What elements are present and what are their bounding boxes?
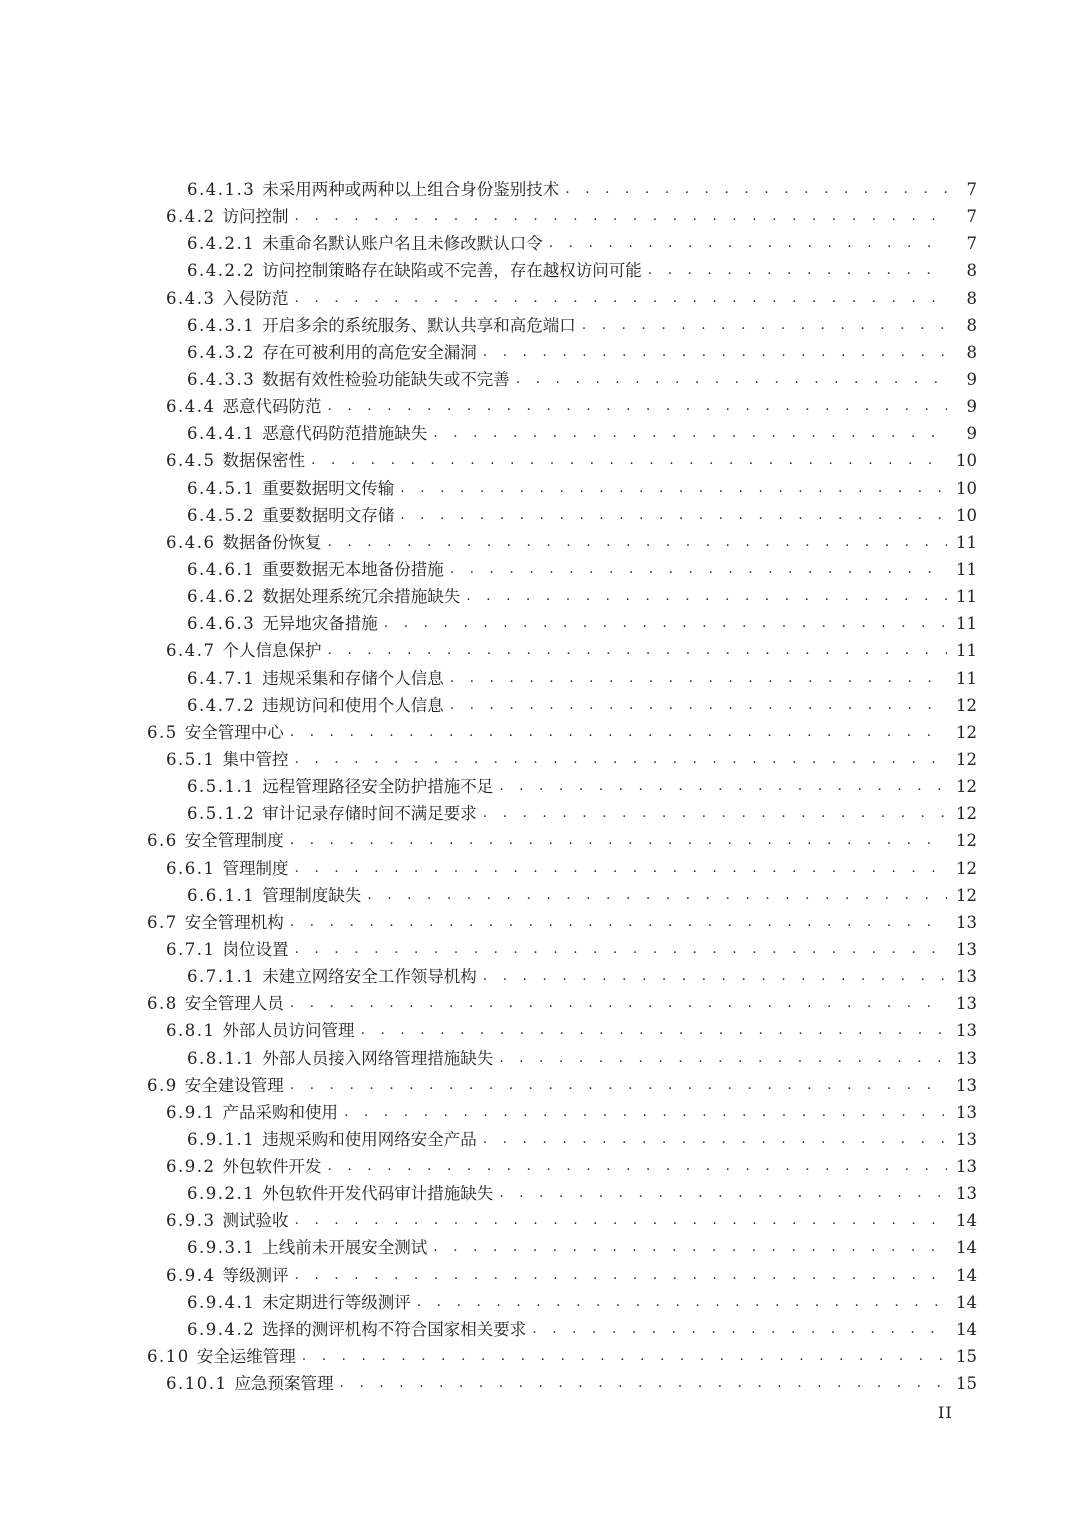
- dot-leader: [532, 1316, 947, 1343]
- toc-entry-number: 6.9.1: [166, 1102, 216, 1122]
- toc-entry[interactable]: [0, 855, 1080, 882]
- toc-entry-title: 集中管控: [222, 749, 289, 769]
- toc-entry-page: 14: [956, 1265, 977, 1285]
- toc-entry-page: 8: [966, 288, 977, 308]
- toc-entry[interactable]: [0, 665, 1080, 692]
- toc-entry-page: 15: [956, 1347, 977, 1367]
- page-number: II: [938, 1403, 953, 1422]
- toc-entry-page: 13: [956, 1021, 977, 1041]
- toc-entry-page: 14: [956, 1211, 977, 1231]
- toc-entry-page: 7: [966, 207, 977, 227]
- toc-entry-number: 6.4.3.2: [187, 342, 256, 362]
- toc-entry-number: 6.5.1: [166, 749, 216, 769]
- dot-leader: [400, 475, 947, 502]
- dot-leader: [290, 719, 947, 746]
- dot-leader: [499, 1180, 947, 1207]
- toc-entry-number: 6.5: [147, 722, 178, 742]
- toc-entry-number: 6.9.3: [166, 1211, 216, 1231]
- toc-entry-title: 管理制度缺失: [262, 885, 362, 905]
- toc-entry[interactable]: [0, 1262, 1080, 1289]
- dot-leader: [327, 1153, 947, 1180]
- toc-entry-number: 6.9.2: [166, 1157, 216, 1177]
- dot-leader: [360, 1017, 947, 1044]
- dot-leader: [565, 176, 947, 203]
- dot-leader: [290, 909, 947, 936]
- toc-entry-number: 6.4.6: [166, 532, 216, 552]
- toc-entry-page: 12: [956, 777, 977, 797]
- dot-leader: [483, 800, 947, 827]
- toc-entry-page: 10: [956, 451, 977, 471]
- toc-entry[interactable]: [0, 719, 1080, 746]
- dot-leader: [327, 393, 947, 420]
- toc-entry-page: 11: [956, 532, 977, 552]
- toc-entry-title: 数据备份恢复: [222, 532, 322, 552]
- toc-entry[interactable]: [0, 203, 1080, 230]
- toc-entry[interactable]: [0, 1343, 1080, 1370]
- toc-entry-page: 7: [966, 180, 977, 199]
- toc-entry-title: 安全管理中心: [184, 722, 284, 742]
- dot-leader: [648, 257, 947, 284]
- toc-entry[interactable]: [0, 556, 1080, 583]
- toc-entry-title: 重要数据明文存储: [262, 505, 395, 525]
- toc-entry-page: 13: [956, 1184, 977, 1204]
- toc-entry-page: 13: [956, 1075, 977, 1095]
- toc-entry-number: 6.7.1: [166, 939, 216, 959]
- toc-entry-page: 9: [966, 369, 977, 389]
- toc-entry-number: 6.9.1.1: [187, 1129, 256, 1149]
- toc-entry[interactable]: [0, 583, 1080, 610]
- toc-entry-page: 12: [956, 858, 977, 878]
- toc-entry-title: 访问控制: [222, 207, 289, 227]
- toc-entry-number: 6.8.1.1: [187, 1048, 256, 1068]
- dot-leader: [433, 1234, 947, 1261]
- dot-leader: [466, 583, 947, 610]
- toc-entry-page: 13: [956, 1102, 977, 1122]
- toc-entry[interactable]: [0, 230, 1080, 257]
- toc-entry[interactable]: [0, 990, 1080, 1017]
- dot-leader: [400, 502, 947, 529]
- dot-leader: [384, 610, 947, 637]
- toc-entry-title: 应急预案管理: [234, 1374, 334, 1394]
- toc-entry-page: 11: [956, 559, 977, 579]
- toc-entry[interactable]: [0, 1126, 1080, 1153]
- toc-entry[interactable]: [0, 746, 1080, 773]
- toc-entry-title: 违规访问和使用个人信息: [262, 695, 444, 715]
- toc-entry-title: 管理制度: [222, 858, 289, 878]
- dot-leader: [499, 1045, 947, 1072]
- toc-entry-title: 选择的测评机构不符合国家相关要求: [262, 1319, 527, 1339]
- toc-entry-number: 6.4.3.1: [187, 315, 256, 335]
- toc-entry[interactable]: [0, 475, 1080, 502]
- toc-entry[interactable]: [0, 1207, 1080, 1234]
- toc-entry-page: 8: [966, 342, 977, 362]
- toc-entry-page: 13: [956, 939, 977, 959]
- toc-entry-page: 13: [956, 1129, 977, 1149]
- toc-entry-page: 13: [956, 1157, 977, 1177]
- toc-entry-number: 6.6: [147, 831, 178, 851]
- dot-leader: [294, 936, 947, 963]
- toc-entry-title: 外包软件开发代码审计措施缺失: [262, 1184, 494, 1204]
- dot-leader: [483, 339, 947, 366]
- toc-entry-title: 安全建设管理: [184, 1075, 284, 1095]
- dot-leader: [367, 882, 947, 909]
- toc-entry-title: 测试验收: [222, 1211, 289, 1231]
- toc-entry-number: 6.10: [147, 1347, 190, 1367]
- toc-entry[interactable]: [0, 773, 1080, 800]
- dot-leader: [290, 1072, 947, 1099]
- dot-leader: [294, 1207, 947, 1234]
- dot-leader: [582, 312, 947, 339]
- dot-leader: [290, 990, 947, 1017]
- toc-entry[interactable]: [0, 1017, 1080, 1044]
- toc-entry-number: 6.9.4: [166, 1265, 216, 1285]
- dot-leader: [516, 366, 947, 393]
- toc-entry[interactable]: [0, 447, 1080, 474]
- toc-entry[interactable]: [0, 637, 1080, 664]
- toc-entry-number: 6.4.7: [166, 641, 216, 661]
- toc-entry-title: 未建立网络安全工作领导机构: [262, 967, 477, 987]
- dot-leader: [302, 1343, 947, 1370]
- toc-entry-number: 6.4.3.3: [187, 369, 256, 389]
- toc-entry[interactable]: [0, 393, 1080, 420]
- toc-entry[interactable]: [0, 1153, 1080, 1180]
- toc-entry-number: 6.4.7.1: [187, 668, 256, 688]
- toc-entry-title: 远程管理路径安全防护措施不足: [262, 777, 494, 797]
- toc-entry-title: 恶意代码防范: [222, 397, 322, 417]
- toc-entry[interactable]: [0, 1180, 1080, 1207]
- toc-entry-number: 6.6.1.1: [187, 885, 256, 905]
- toc-entry-number: 6.7: [147, 912, 178, 932]
- toc-entry-number: 6.9.4.2: [187, 1319, 256, 1339]
- dot-leader: [290, 827, 947, 854]
- toc-entry-title: 外部人员接入网络管理措施缺失: [262, 1048, 494, 1068]
- toc-entry-number: 6.6.1: [166, 858, 216, 878]
- toc-entry-title: 入侵防范: [222, 288, 289, 308]
- toc-entry[interactable]: [0, 257, 1080, 284]
- toc-entry-number: 6.4.5.1: [187, 478, 256, 498]
- dot-leader: [499, 773, 947, 800]
- toc-entry-number: 6.9.2.1: [187, 1184, 256, 1204]
- dot-leader: [450, 665, 947, 692]
- toc-entry-page: 9: [966, 424, 977, 444]
- toc-entry-number: 6.4.2.2: [187, 261, 256, 281]
- toc-entry-page: 12: [956, 804, 977, 824]
- toc-entry-title: 未定期进行等级测评: [262, 1292, 411, 1312]
- toc-entry-title: 个人信息保护: [222, 641, 322, 661]
- toc-entry[interactable]: [0, 1316, 1080, 1343]
- toc-entry-title: 安全运维管理: [196, 1347, 296, 1367]
- toc-entry-number: 6.8: [147, 994, 178, 1014]
- dot-leader: [433, 420, 947, 447]
- toc-entry-title: 外部人员访问管理: [222, 1021, 355, 1041]
- toc-entry-page: 10: [956, 505, 977, 525]
- toc-entry[interactable]: [0, 312, 1080, 339]
- toc-entry[interactable]: [0, 827, 1080, 854]
- table-of-contents: [0, 176, 1080, 1397]
- toc-entry-number: 6.4.4.1: [187, 424, 256, 444]
- toc-entry-title: 审计记录存储时间不满足要求: [262, 804, 477, 824]
- dot-leader: [483, 1126, 947, 1153]
- dot-leader: [344, 1099, 947, 1126]
- dot-leader: [549, 230, 947, 257]
- toc-entry-title: 违规采购和使用网络安全产品: [262, 1129, 477, 1149]
- toc-entry-title: 产品采购和使用: [222, 1102, 338, 1122]
- toc-entry[interactable]: [0, 1234, 1080, 1261]
- toc-entry-page: 14: [956, 1292, 977, 1312]
- toc-entry[interactable]: [0, 692, 1080, 719]
- dot-leader: [483, 963, 947, 990]
- toc-entry[interactable]: [0, 339, 1080, 366]
- dot-leader: [327, 529, 947, 556]
- toc-entry[interactable]: [0, 936, 1080, 963]
- toc-entry[interactable]: [0, 420, 1080, 447]
- toc-entry-title: 等级测评: [222, 1265, 289, 1285]
- toc-entry-number: 6.4.5: [166, 451, 216, 471]
- toc-entry-number: 6.9: [147, 1075, 178, 1095]
- toc-entry-number: 6.5.1.2: [187, 804, 256, 824]
- toc-entry-title: 外包软件开发: [222, 1157, 322, 1177]
- toc-entry-page: 13: [956, 912, 977, 932]
- dot-leader: [294, 285, 947, 312]
- toc-entry-page: 10: [956, 478, 977, 498]
- toc-entry[interactable]: [0, 1045, 1080, 1072]
- toc-entry-page: 11: [956, 587, 977, 607]
- toc-entry-page: 8: [966, 315, 977, 335]
- toc-entry-title: 数据有效性检验功能缺失或不完善: [262, 369, 510, 389]
- dot-leader: [294, 1262, 947, 1289]
- toc-entry-page: 12: [956, 722, 977, 742]
- toc-entry-number: 6.4.5.2: [187, 505, 256, 525]
- toc-entry-page: 8: [966, 261, 977, 281]
- toc-entry-title: 安全管理制度: [184, 831, 284, 851]
- toc-entry-page: 11: [956, 614, 977, 634]
- toc-entry-page: 15: [956, 1374, 977, 1394]
- toc-entry-title: 岗位设置: [222, 939, 289, 959]
- dot-leader: [450, 692, 947, 719]
- toc-entry-number: 6.4.6.3: [187, 614, 256, 634]
- toc-entry-title: 存在可被利用的高危安全漏洞: [262, 342, 477, 362]
- toc-entry-page: 11: [956, 668, 977, 688]
- toc-entry-page: 7: [966, 234, 977, 254]
- toc-entry-number: 6.4.1.3: [187, 180, 256, 199]
- toc-entry-title: 数据处理系统冗余措施缺失: [262, 587, 461, 607]
- toc-entry-title: 恶意代码防范措施缺失: [262, 424, 428, 444]
- toc-entry[interactable]: [0, 963, 1080, 990]
- toc-entry-title: 数据保密性: [222, 451, 305, 471]
- dot-leader: [294, 203, 947, 230]
- toc-entry-number: 6.9.4.1: [187, 1292, 256, 1312]
- toc-entry-number: 6.4.7.2: [187, 695, 256, 715]
- dot-leader: [327, 637, 947, 664]
- dot-leader: [311, 447, 947, 474]
- toc-entry-number: 6.5.1.1: [187, 777, 256, 797]
- toc-entry[interactable]: [0, 366, 1080, 393]
- toc-entry[interactable]: [0, 610, 1080, 637]
- toc-entry-title: 安全管理人员: [184, 994, 284, 1014]
- toc-entry-number: 6.4.2: [166, 207, 216, 227]
- toc-entry-page: 12: [956, 831, 977, 851]
- toc-entry-title: 重要数据明文传输: [262, 478, 395, 498]
- toc-entry[interactable]: [0, 800, 1080, 827]
- toc-entry-title: 重要数据无本地备份措施: [262, 559, 444, 579]
- toc-entry[interactable]: [0, 285, 1080, 312]
- toc-entry-number: 6.4.3: [166, 288, 216, 308]
- dot-leader: [294, 855, 947, 882]
- toc-entry-number: 6.8.1: [166, 1021, 216, 1041]
- toc-entry-page: 12: [956, 749, 977, 769]
- toc-entry[interactable]: [0, 529, 1080, 556]
- toc-entry-number: 6.4.2.1: [187, 234, 256, 254]
- toc-entry-number: 6.10.1: [166, 1374, 228, 1394]
- toc-entry-page: 13: [956, 1048, 977, 1068]
- toc-entry-page: 12: [956, 885, 977, 905]
- toc-entry-title: 安全管理机构: [184, 912, 284, 932]
- dot-leader: [450, 556, 947, 583]
- toc-entry-title: 未重命名默认账户名且未修改默认口令: [262, 234, 543, 254]
- toc-entry-page: 11: [956, 641, 977, 661]
- toc-entry[interactable]: [0, 502, 1080, 529]
- toc-entry-title: 访问控制策略存在缺陷或不完善，存在越权访问可能: [262, 261, 642, 281]
- toc-entry-title: 无异地灾备措施: [262, 614, 378, 634]
- toc-entry-title: 违规采集和存储个人信息: [262, 668, 444, 688]
- toc-entry-page: 12: [956, 695, 977, 715]
- toc-entry-page: 9: [966, 397, 977, 417]
- toc-entry-title: 未采用两种或两种以上组合身份鉴别技术: [262, 180, 560, 199]
- toc-entry[interactable]: [0, 1099, 1080, 1126]
- toc-entry[interactable]: [0, 882, 1080, 909]
- toc-entry-number: 6.4.6.1: [187, 559, 256, 579]
- toc-entry-number: 6.7.1.1: [187, 967, 256, 987]
- dot-leader: [417, 1289, 947, 1316]
- toc-entry-number: 6.9.3.1: [187, 1238, 256, 1258]
- toc-entry-page: 14: [956, 1319, 977, 1339]
- toc-entry-page: 13: [956, 994, 977, 1014]
- toc-entry[interactable]: [0, 1370, 1080, 1397]
- toc-entry[interactable]: [0, 1072, 1080, 1099]
- dot-leader: [339, 1370, 947, 1397]
- toc-entry-title: 上线前未开展安全测试: [262, 1238, 428, 1258]
- toc-entry[interactable]: [0, 1289, 1080, 1316]
- toc-entry-page: 14: [956, 1238, 977, 1258]
- dot-leader: [294, 746, 947, 773]
- toc-entry[interactable]: [0, 909, 1080, 936]
- toc-entry-number: 6.4.6.2: [187, 587, 256, 607]
- toc-entry-page: 13: [956, 967, 977, 987]
- toc-entry[interactable]: [0, 176, 1080, 203]
- toc-entry-number: 6.4.4: [166, 397, 216, 417]
- toc-entry-title: 开启多余的系统服务、默认共享和高危端口: [262, 315, 576, 335]
